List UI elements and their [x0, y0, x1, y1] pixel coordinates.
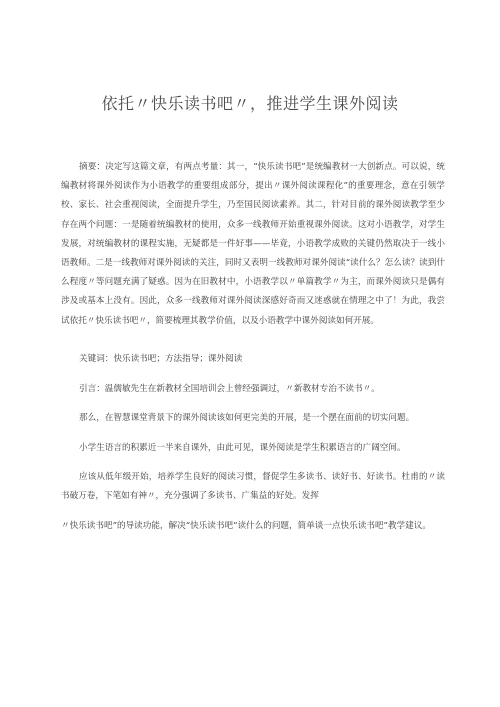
body-paragraph-3: 应该从低年级开始，培养学生良好的阅读习惯，督促学生多读书、读好书、好读书。杜甫的〃读书破万卷，下笔如有神〃，充分强调了多读书、广集益的好处。发挥: [61, 472, 445, 502]
body-paragraph-1: 那么，在智慧课堂背景下的课外阅读该如何更完美的开展，是一个摆在面前的切实问题。: [79, 413, 415, 423]
body-paragraph-4: 〃快乐读书吧”的导读功能，解决“快乐读书吧”读什么的问题，简单谈一点快乐读书吧”教学建议。: [61, 521, 431, 531]
body-paragraph-2: 小学生语言的积累近一半来自课外，由此可见，课外阅读是学生积累语言的广阔空间。: [79, 443, 406, 453]
intro-paragraph: 引言：温儒敏先生在新教材全国培训会上曾经强调过，〃新教材专治不读书〃。: [79, 384, 380, 394]
keywords-line: 关键词：快乐读书吧；方法指导；课外阅读: [79, 354, 243, 364]
document-title: 依托〃快乐读书吧〃，推进学生课外阅读: [101, 94, 399, 113]
abstract-paragraph: 摘要：决定写这篇文章，有两点考量：其一，“快乐读书吧”是统编教材一大创新点。可以说，统编教材将课外阅读作为小语教学的重要组成部分，提出〃课外阅读课程化”的重要理念，意在引领学校、家长、社会重视阅读，全面提升学生，乃至国民阅读素养。其二，针对目前的课外阅读教学至少存在两个问题：一是随着统编教材的使用，众多一线教师开始重视课外阅读。这对小语教学，对学生发展，对统编教材的课程实施，无疑都是一件好事——毕竟，小语教学成败的关键仍然取决于一线小语教师。二是一线教师对课外阅读的关注，同时又表明一线教师对课外阅读“读什么？怎么读？读到什么程度〃等问题充满了疑惑。因为在旧教材中，小语教学以〃单篇教学〃为主，而课外阅读只是偶有涉及或基本上没有。因此，众多一线教师对课外阅读深感好奇而又迷惑就在情理之中了！为此，我尝试依托〃快乐读书吧〃，简要梳理其教学价值，以及小语教学中课外阅读如何开展。: [61, 162, 445, 326]
